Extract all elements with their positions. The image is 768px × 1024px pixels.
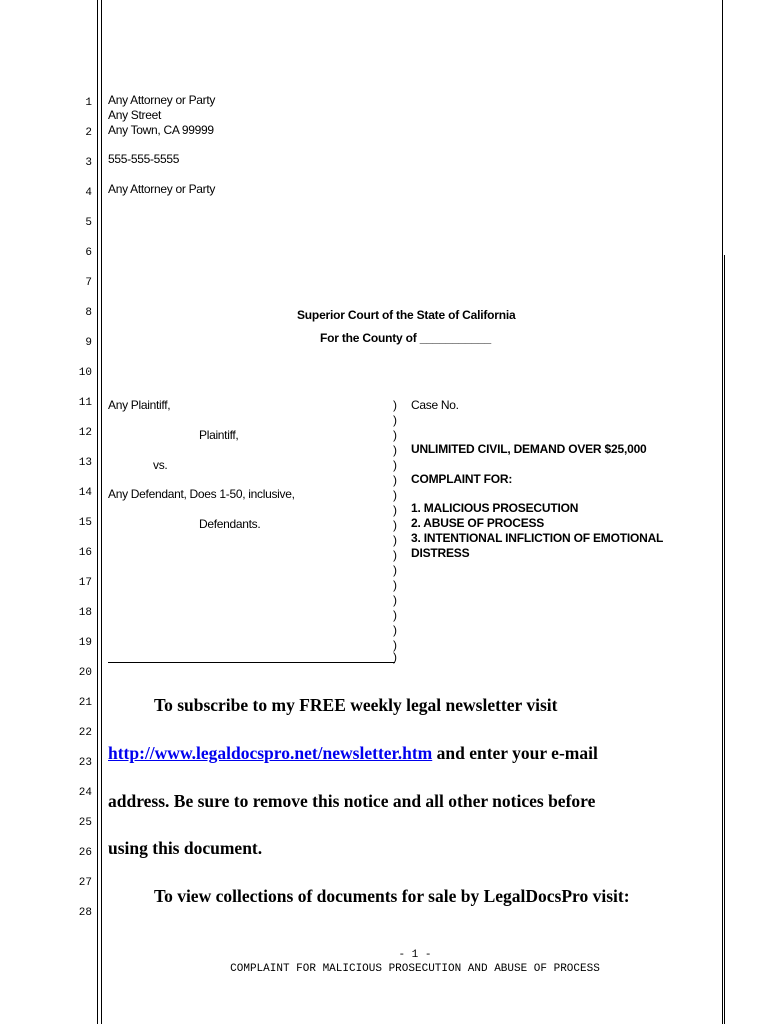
versus: vs. xyxy=(153,458,168,472)
paren: ) xyxy=(393,413,397,427)
margin-line-left-inner xyxy=(101,0,102,1024)
notice-line-5: To view collections of documents for sale by LegalDocsPro visit: xyxy=(154,886,630,906)
plaintiff-role: Plaintiff, xyxy=(199,428,239,442)
caption-underline xyxy=(108,662,395,663)
paren: ) xyxy=(393,548,397,562)
paren: ) xyxy=(393,398,397,412)
notice-line-3: address. Be sure to remove this notice and all other notices before xyxy=(108,791,596,811)
paren: ) xyxy=(393,533,397,547)
line-number: 24 xyxy=(78,787,92,799)
paren: ) xyxy=(393,563,397,577)
line-number: 4 xyxy=(85,187,92,199)
paren: ) xyxy=(393,650,397,664)
court-name: Superior Court of the State of California xyxy=(297,308,516,322)
court-county: For the County of ___________ xyxy=(320,331,491,345)
attorney-for: Any Attorney or Party xyxy=(108,182,216,196)
line-number: 8 xyxy=(85,307,92,319)
footer-title: COMPLAINT FOR MALICIOUS PROSECUTION AND ABUSE OF PROCESS xyxy=(230,963,600,975)
line-number: 9 xyxy=(85,337,92,349)
line-number: 23 xyxy=(78,757,92,769)
notice-line-2 xyxy=(108,743,598,763)
line-number: 11 xyxy=(78,397,92,409)
notice-line-4: using this document. xyxy=(108,838,263,858)
line-number: 12 xyxy=(78,427,92,439)
paren: ) xyxy=(393,473,397,487)
attorney-city: Any Town, CA 99999 xyxy=(108,123,214,137)
paren: ) xyxy=(393,623,397,637)
attorney-phone: 555-555-5555 xyxy=(108,152,180,166)
case-number-label: Case No. xyxy=(411,398,459,412)
line-number: 2 xyxy=(85,127,92,139)
paren: ) xyxy=(393,503,397,517)
line-number: 14 xyxy=(78,487,92,499)
newsletter-link[interactable]: http://www.legaldocspro.net/newsletter.htm xyxy=(108,743,433,763)
attorney-street: Any Street xyxy=(108,108,162,122)
defendant-name: Any Defendant, Does 1-50, inclusive, xyxy=(108,487,295,501)
line-number: 27 xyxy=(78,877,92,889)
claim-item: 1. MALICIOUS PROSECUTION xyxy=(411,501,579,515)
plaintiff-name: Any Plaintiff, xyxy=(108,398,171,412)
claim-item: 2. ABUSE OF PROCESS xyxy=(411,516,545,530)
attorney-name: Any Attorney or Party xyxy=(108,93,216,107)
margin-line-left-outer xyxy=(97,0,98,1024)
line-number: 1 xyxy=(85,97,92,109)
line-number: 13 xyxy=(78,457,92,469)
line-number: 20 xyxy=(78,667,92,679)
line-number: 28 xyxy=(78,907,92,919)
line-number: 5 xyxy=(85,217,92,229)
line-number: 22 xyxy=(78,727,92,739)
line-number: 17 xyxy=(78,577,92,589)
paren: ) xyxy=(393,488,397,502)
line-number: 3 xyxy=(85,157,92,169)
margin-line-right xyxy=(722,0,723,1024)
line-number: 7 xyxy=(85,277,92,289)
claim-item: DISTRESS xyxy=(411,546,470,560)
margin-line-right-inner xyxy=(724,255,725,1024)
notice-line-1: To subscribe to my FREE weekly legal newsletter visit xyxy=(154,695,558,715)
defendant-role: Defendants. xyxy=(199,517,261,531)
line-number: 16 xyxy=(78,547,92,559)
paren: ) xyxy=(393,638,397,652)
line-number: 25 xyxy=(78,817,92,829)
line-number: 21 xyxy=(78,697,92,709)
line-number: 6 xyxy=(85,247,92,259)
line-number: 18 xyxy=(78,607,92,619)
notice-line-2-rest: and enter your e-mail xyxy=(432,743,598,763)
paren: ) xyxy=(393,428,397,442)
page-number: - 1 - xyxy=(398,949,432,961)
paren: ) xyxy=(393,578,397,592)
line-number: 10 xyxy=(78,367,92,379)
paren: ) xyxy=(393,458,397,472)
paren: ) xyxy=(393,518,397,532)
paren: ) xyxy=(393,593,397,607)
paren: ) xyxy=(393,443,397,457)
line-number: 15 xyxy=(78,517,92,529)
line-number: 26 xyxy=(78,847,92,859)
paren: ) xyxy=(393,608,397,622)
claim-item: 3. INTENTIONAL INFLICTION OF EMOTIONAL xyxy=(411,531,664,545)
civil-designation: UNLIMITED CIVIL, DEMAND OVER $25,000 xyxy=(411,442,647,456)
complaint-for-heading: COMPLAINT FOR: xyxy=(411,472,513,486)
line-number: 19 xyxy=(78,637,92,649)
